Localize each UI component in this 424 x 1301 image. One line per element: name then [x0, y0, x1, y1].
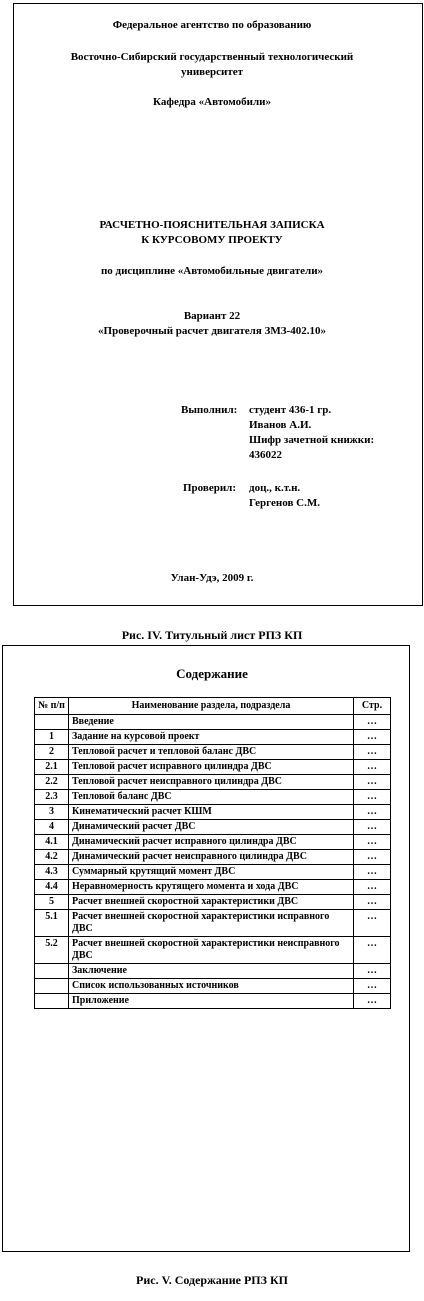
toc-row-page: … — [354, 820, 391, 835]
toc-row-page: … — [354, 979, 391, 994]
doc-type-line2: К КУРСОВОМУ ПРОЕКТУ — [141, 234, 283, 246]
toc-row-title: Тепловой расчет неисправного цилиндра ДВС — [69, 775, 354, 790]
toc-row-title: Тепловой баланс ДВС — [69, 790, 354, 805]
variant: Вариант 22 — [183, 310, 241, 322]
toc-row — [35, 790, 391, 805]
checked-line: Гергенов С.М. — [249, 497, 320, 509]
performed-line: студент 436-1 гр. — [249, 404, 332, 416]
toc-row — [35, 835, 391, 850]
toc-row-title: Неравномерность крутящего момента и хода ДВС — [69, 880, 354, 895]
project-topic: «Проверочный расчет двигателя ЗМЗ-402.10» — [98, 325, 326, 337]
toc-row-page: … — [354, 805, 391, 820]
col-num-header: № п/п — [35, 698, 69, 715]
toc-row-number — [35, 994, 69, 1009]
toc-row — [35, 937, 391, 964]
toc-row — [35, 964, 391, 979]
toc-row-page: … — [354, 964, 391, 979]
toc-row-number: 5.2 — [35, 937, 69, 964]
toc-row — [35, 979, 391, 994]
toc-row-page: … — [354, 850, 391, 865]
performed-line: 436022 — [249, 449, 282, 461]
toc-row-title: Тепловой расчет и тепловой баланс ДВС — [69, 745, 354, 760]
toc-row-number — [35, 979, 69, 994]
toc-row-number: 2.3 — [35, 790, 69, 805]
toc-row — [35, 805, 391, 820]
toc-row-page: … — [354, 730, 391, 745]
toc-row-number: 2.1 — [35, 760, 69, 775]
toc-row-number — [35, 964, 69, 979]
toc-row — [35, 850, 391, 865]
toc-row-title: Кинематический расчет КШМ — [69, 805, 354, 820]
toc-row-title: Расчет внешней скоростной характеристики неисправного ДВС — [69, 937, 354, 964]
toc-row-number: 3 — [35, 805, 69, 820]
toc-row-page: … — [354, 760, 391, 775]
toc-row — [35, 730, 391, 745]
toc-row-page: … — [354, 790, 391, 805]
city-year: Улан-Удэ, 2009 г. — [170, 572, 254, 584]
toc-row-title: Тепловой расчет исправного цилиндра ДВС — [69, 760, 354, 775]
toc-row — [35, 820, 391, 835]
toc-row-page: … — [354, 994, 391, 1009]
toc-row-title: Динамический расчет ДВС — [69, 820, 354, 835]
toc-row-page: … — [354, 910, 391, 937]
toc-row-page: … — [354, 715, 391, 730]
toc-row-number: 5 — [35, 895, 69, 910]
toc-row — [35, 745, 391, 760]
toc-row-page: … — [354, 880, 391, 895]
toc-table — [34, 697, 391, 1009]
toc-row — [35, 865, 391, 880]
toc-row-page: … — [354, 895, 391, 910]
performed-label: Выполнил: — [181, 404, 238, 416]
caption-title-page: Рис. IV. Титульный лист РПЗ КП — [121, 628, 303, 642]
toc-row — [35, 910, 391, 937]
performed-line: Шифр зачетной книжки: — [249, 434, 375, 446]
toc-row-number: 2 — [35, 745, 69, 760]
department-name: Кафедра «Автомобили» — [153, 96, 271, 108]
toc-row-title: Заключение — [69, 964, 354, 979]
toc-row-page: … — [354, 775, 391, 790]
agency-name: Федеральное агентство по образованию — [112, 19, 312, 31]
toc-row-title: Введение — [69, 715, 354, 730]
toc-row-title: Список использованных источников — [69, 979, 354, 994]
toc-row-number: 4.2 — [35, 850, 69, 865]
university-line1: Восточно-Сибирский государственный технологический — [70, 51, 354, 63]
title-page-frame — [13, 3, 423, 606]
col-page-header: Стр. — [354, 698, 391, 715]
toc-row-title: Задание на курсовой проект — [69, 730, 354, 745]
toc-row — [35, 775, 391, 790]
toc-row — [35, 880, 391, 895]
toc-row — [35, 760, 391, 775]
toc-row-title: Расчет внешней скоростной характеристики исправного ДВС — [69, 910, 354, 937]
checked-line: доц., к.т.н. — [249, 482, 301, 494]
toc-row-title: Приложение — [69, 994, 354, 1009]
toc-header-row — [35, 698, 391, 715]
university-line2: университет — [180, 66, 244, 78]
performed-line: Иванов А.И. — [249, 419, 312, 431]
toc-row-number: 4 — [35, 820, 69, 835]
toc-row — [35, 895, 391, 910]
doc-type-line1: РАСЧЕТНО-ПОЯСНИТЕЛЬНАЯ ЗАПИСКА — [99, 219, 325, 231]
toc-row-title: Динамический расчет исправного цилиндра ДВС — [69, 835, 354, 850]
toc-row-number: 1 — [35, 730, 69, 745]
toc-row-page: … — [354, 937, 391, 964]
toc-row-number — [35, 715, 69, 730]
toc-row-title: Расчет внешней скоростной характеристики ДВС — [69, 895, 354, 910]
toc-row-number: 4.4 — [35, 880, 69, 895]
toc-row — [35, 715, 391, 730]
toc-row-number: 4.3 — [35, 865, 69, 880]
toc-row-title: Динамический расчет неисправного цилиндра ДВС — [69, 850, 354, 865]
toc-heading: Содержание — [176, 666, 248, 681]
col-name-header: Наименование раздела, подраздела — [69, 698, 354, 715]
toc-row-page: … — [354, 745, 391, 760]
toc-row-number: 5.1 — [35, 910, 69, 937]
toc-row-number: 4.1 — [35, 835, 69, 850]
toc-row — [35, 994, 391, 1009]
toc-row-page: … — [354, 835, 391, 850]
toc-row-title: Суммарный крутящий момент ДВС — [69, 865, 354, 880]
checked-label: Проверил: — [183, 482, 237, 494]
caption-toc: Рис. V. Содержание РПЗ КП — [136, 1273, 288, 1287]
discipline: по дисциплине «Автомобильные двигатели» — [100, 265, 324, 277]
toc-row-page: … — [354, 865, 391, 880]
toc-row-number: 2.2 — [35, 775, 69, 790]
